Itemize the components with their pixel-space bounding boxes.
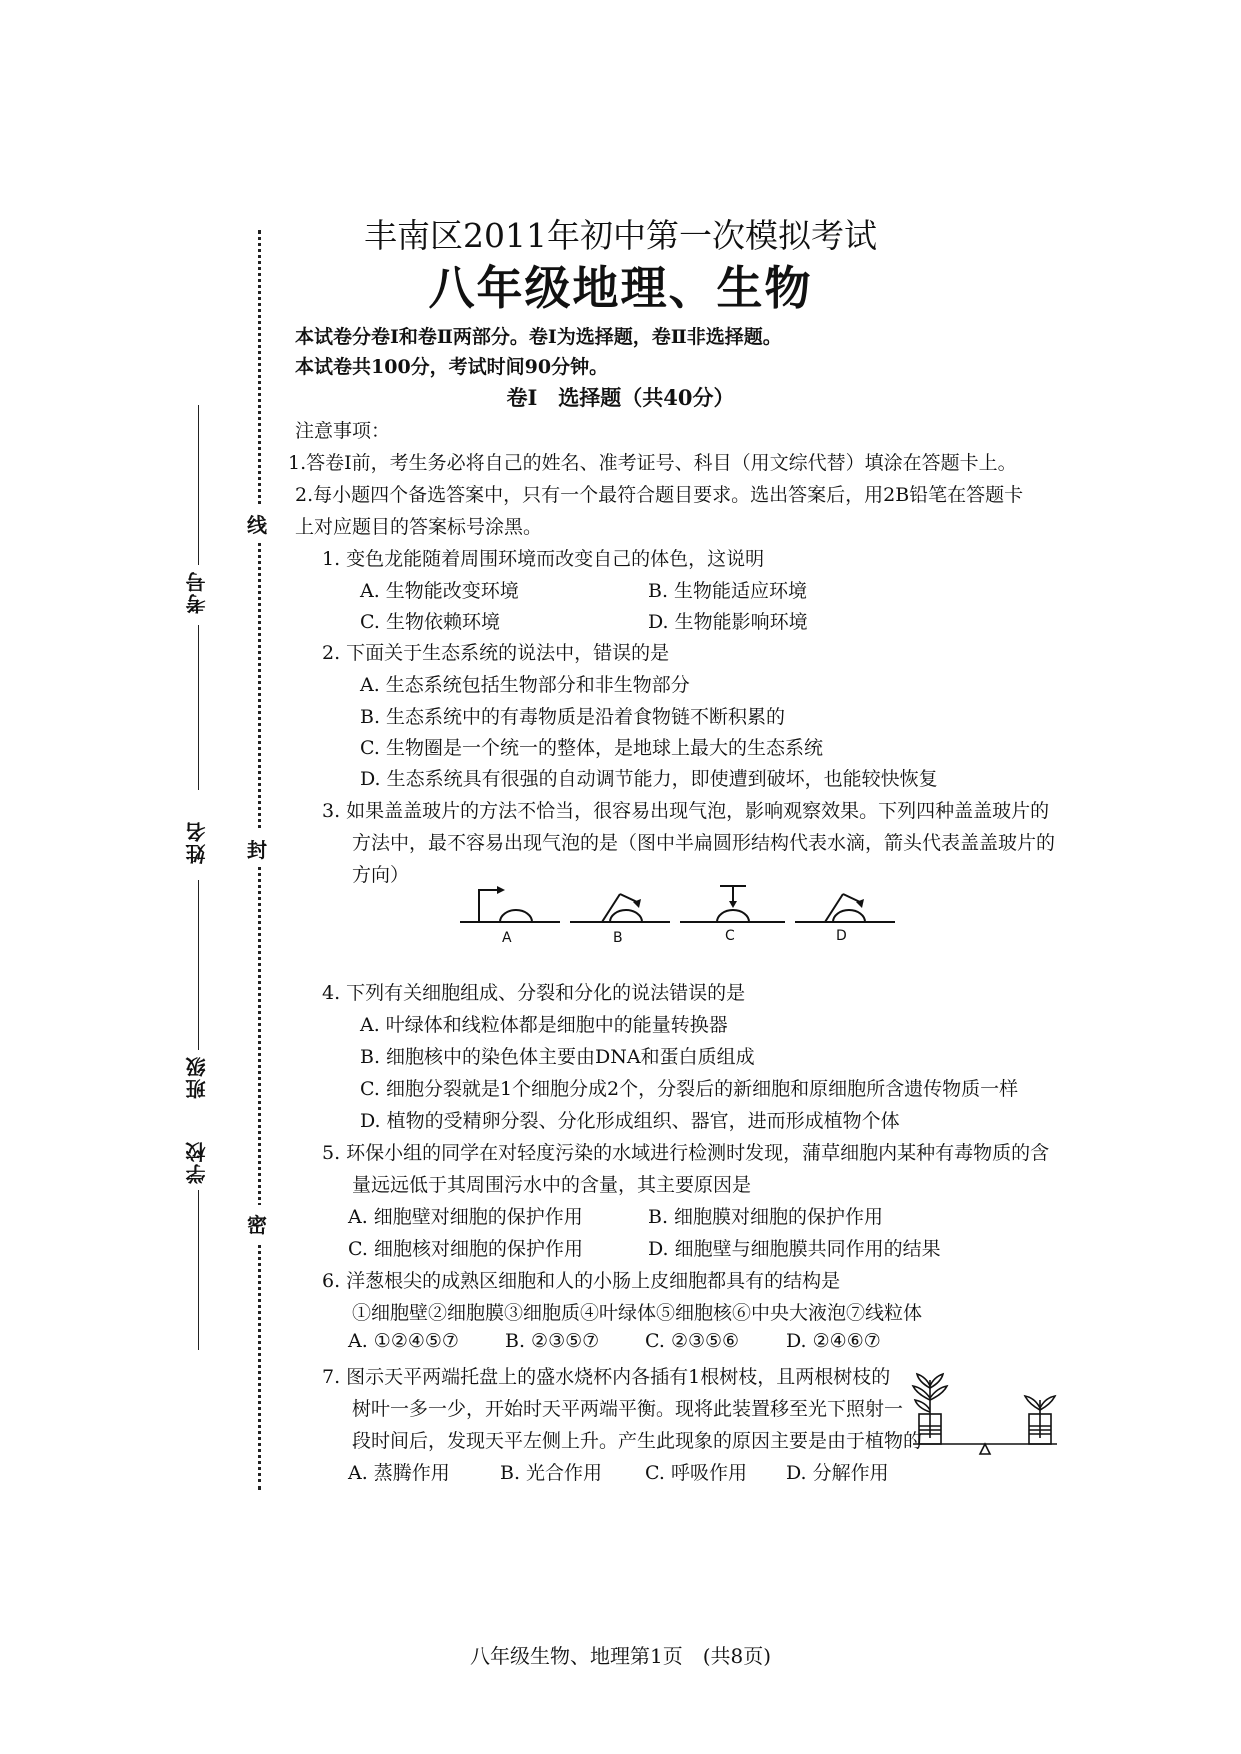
class-label: 班级	[185, 1055, 209, 1099]
q2-option-c[interactable]: C. 生物圈是一个统一的整体，是地球上最大的生态系统	[360, 737, 823, 759]
q2-stem: 2. 下面关于生态系统的说法中，错误的是	[322, 642, 670, 664]
q6-option-c[interactable]: C. ②③⑤⑥	[645, 1330, 740, 1352]
q6-structure-list: ①细胞壁②细胞膜③细胞质④叶绿体⑤细胞核⑥中央大液泡⑦线粒体	[352, 1302, 923, 1324]
q7-option-b[interactable]: B. 光合作用	[500, 1462, 603, 1484]
seal-char-feng: 封	[247, 830, 267, 867]
name-line[interactable]	[198, 880, 199, 1050]
q2-option-b[interactable]: B. 生态系统中的有毒物质是沿着食物链不断积累的	[360, 706, 786, 728]
q2-option-d[interactable]: D. 生态系统具有很强的自动调节能力，即使遭到破坏，也能较快恢复	[360, 768, 938, 790]
q6-option-d[interactable]: D. ②④⑥⑦	[786, 1330, 881, 1352]
q3-fig-label-d[interactable]: D	[836, 928, 847, 944]
q6-option-a[interactable]: A. ①②④⑤⑦	[348, 1330, 459, 1352]
exam-title: 丰南区2011年初中第一次模拟考试	[364, 216, 877, 255]
q1-option-c[interactable]: C. 生物依赖环境	[360, 611, 500, 633]
q3-fig-label-a[interactable]: A	[502, 930, 512, 946]
q5-option-a[interactable]: A. 细胞壁对细胞的保护作用	[348, 1206, 583, 1228]
q2-option-a[interactable]: A. 生态系统包括生物部分和非生物部分	[360, 674, 690, 696]
q3-stem-2: 方法中，最不容易出现气泡的是（图中半扁圆形结构代表水滴，箭头代表盖盖玻片的	[352, 832, 1056, 854]
note-2b: 上对应题目的答案标号涂黑。	[295, 516, 543, 538]
q4-option-a[interactable]: A. 叶绿体和线粒体都是细胞中的能量转换器	[360, 1014, 728, 1036]
q7-option-a[interactable]: A. 蒸腾作用	[348, 1462, 450, 1484]
q4-option-d[interactable]: D. 植物的受精卵分裂、分化形成组织、器官，进而形成植物个体	[360, 1110, 900, 1132]
q7-stem-1: 7. 图示天平两端托盘上的盛水烧杯内各插有1根树枝，且两根树枝的	[322, 1366, 891, 1388]
q5-option-b[interactable]: B. 细胞膜对细胞的保护作用	[648, 1206, 884, 1228]
exam-subject: 八年级地理、生物	[428, 261, 813, 315]
q4-option-b[interactable]: B. 细胞核中的染色体主要由DNA和蛋白质组成	[360, 1046, 755, 1068]
q5-stem-1: 5. 环保小组的同学在对轻度污染的水域进行检测时发现，蒲草细胞内某种有毒物质的含	[322, 1142, 1050, 1164]
intro-line-2: 本试卷共100分，考试时间90分钟。	[295, 356, 609, 378]
q6-option-b[interactable]: B. ②③⑤⑦	[505, 1330, 600, 1352]
q7-stem-2: 树叶一多一少，开始时天平两端平衡。现将此装置移至光下照射一	[352, 1398, 904, 1420]
q7-stem-3: 段时间后，发现天平左侧上升。产生此现象的原因主要是由于植物的	[352, 1430, 923, 1452]
q4-stem: 4. 下列有关细胞组成、分裂和分化的说法错误的是	[322, 982, 746, 1004]
note-1: 1.答卷Ⅰ前，考生务必将自己的姓名、准考证号、科目（用文综代替）填涂在答题卡上。	[288, 452, 1017, 474]
q5-option-d[interactable]: D. 细胞壁与细胞膜共同作用的结果	[648, 1238, 941, 1260]
q7-balance-figure	[905, 1370, 1065, 1470]
seal-char-mi: 密	[247, 1205, 267, 1242]
q6-stem: 6. 洋葱根尖的成熟区细胞和人的小肠上皮细胞都具有的结构是	[322, 1270, 841, 1292]
q1-option-a[interactable]: A. 生物能改变环境	[360, 580, 519, 602]
q5-stem-2: 量远远低于其周围污水中的含量，其主要原因是	[352, 1174, 752, 1196]
seal-char-xian: 线	[247, 505, 267, 542]
exam-number-label: 考号	[185, 570, 209, 614]
exam-number-line[interactable]	[198, 405, 199, 565]
school-label: 学校	[185, 1140, 209, 1184]
note-2a: 2.每小题四个备选答案中，只有一个最符合题目要求。选出答案后，用2B铅笔在答题卡	[295, 484, 1024, 506]
q3-stem-1: 3. 如果盖盖玻片的方法不恰当，很容易出现气泡，影响观察效果。下列四种盖盖玻片的	[322, 800, 1050, 822]
notes-heading: 注意事项：	[295, 420, 391, 442]
school-line[interactable]	[198, 1190, 199, 1350]
q4-option-c[interactable]: C. 细胞分裂就是1个细胞分成2个，分裂后的新细胞和原细胞所含遗传物质一样	[360, 1078, 1019, 1100]
page-footer: 八年级生物、地理第1页 (共8页)	[469, 1644, 772, 1668]
q3-fig-label-c[interactable]: C	[725, 928, 735, 944]
q1-option-d[interactable]: D. 生物能影响环境	[648, 611, 808, 633]
q7-option-d[interactable]: D. 分解作用	[786, 1462, 889, 1484]
q1-option-b[interactable]: B. 生物能适应环境	[648, 580, 808, 602]
q1-stem: 1. 变色龙能随着周围环境而改变自己的体色，这说明	[322, 548, 765, 570]
q5-option-c[interactable]: C. 细胞核对细胞的保护作用	[348, 1238, 583, 1260]
exam-number-line-lower[interactable]	[198, 625, 199, 790]
q3-stem-3: 方向）	[352, 864, 410, 886]
q3-fig-label-b[interactable]: B	[613, 930, 623, 946]
name-label: 姓名	[185, 820, 209, 864]
section-heading: 卷Ⅰ 选择题（共40分）	[506, 385, 735, 410]
intro-line-1: 本试卷分卷Ⅰ和卷Ⅱ两部分。卷Ⅰ为选择题，卷Ⅱ非选择题。	[295, 326, 782, 348]
q7-option-c[interactable]: C. 呼吸作用	[645, 1462, 747, 1484]
